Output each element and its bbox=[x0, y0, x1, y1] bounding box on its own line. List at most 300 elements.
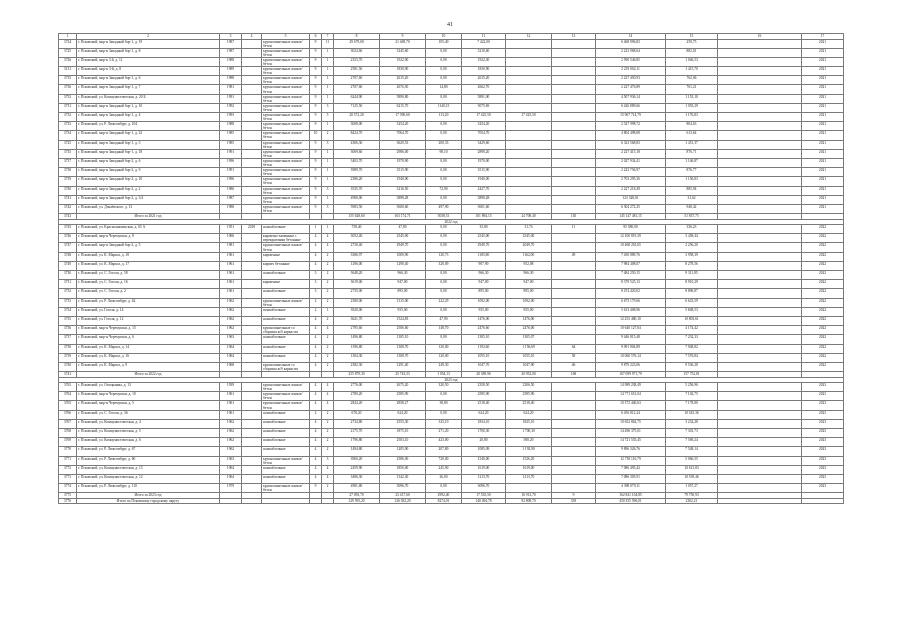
cell: 1 055,29 bbox=[666, 103, 718, 112]
cell: 92 808,70 bbox=[506, 498, 552, 504]
cell: шлакоблочные bbox=[262, 465, 310, 474]
cell: 2858,27 bbox=[380, 401, 426, 410]
cell: 2 327 998,72 bbox=[596, 122, 666, 131]
cell bbox=[506, 39, 552, 48]
cell: 1 bbox=[322, 122, 334, 131]
cell bbox=[242, 456, 262, 465]
cell bbox=[718, 39, 802, 48]
cell bbox=[242, 85, 262, 94]
cell bbox=[552, 307, 596, 316]
cell: 3738 bbox=[59, 168, 77, 177]
cell: 6 bbox=[310, 34, 322, 40]
cell: 2021 bbox=[802, 76, 844, 85]
table-row bbox=[59, 177, 844, 186]
cell: 1213,70 bbox=[506, 474, 552, 483]
cell: 3737 bbox=[59, 335, 77, 344]
cell bbox=[552, 271, 596, 280]
cell: 3 bbox=[310, 271, 322, 280]
cell: 1619,00 bbox=[462, 465, 506, 474]
cell: 4 bbox=[322, 326, 334, 335]
cell: 4 174,42 bbox=[666, 326, 718, 335]
cell: 720,00 bbox=[426, 456, 462, 465]
cell: 0,00 bbox=[426, 168, 462, 177]
cell: 2992,40 bbox=[426, 493, 462, 499]
cell: 2021 bbox=[802, 158, 844, 167]
cell: 10 468 201,65 bbox=[596, 243, 666, 252]
cell: 2023 bbox=[802, 465, 844, 474]
cell: 2734,80 bbox=[334, 419, 380, 428]
cell: шлакоблочные bbox=[262, 344, 310, 353]
cell: 2 bbox=[322, 438, 334, 447]
table-row bbox=[59, 243, 844, 252]
cell: 58 bbox=[552, 353, 596, 362]
cell: 15 bbox=[666, 34, 718, 40]
cell: 12 100 819,39 bbox=[596, 234, 666, 243]
cell: 24 708,40 bbox=[506, 214, 552, 220]
cell: г. Псковский, мкр-н Западный бор-2, д. 5 bbox=[77, 243, 220, 252]
cell: 3748 bbox=[59, 252, 77, 261]
cell: 1988 bbox=[220, 57, 242, 66]
cell: 0,00 bbox=[426, 67, 462, 76]
cell: 3746 bbox=[59, 234, 77, 243]
cell: 3386,97 bbox=[334, 252, 380, 261]
cell: 4 bbox=[322, 474, 334, 483]
cell: крупнопанельные жилые/бетон bbox=[262, 122, 310, 131]
cell: г. Псковский, ул. Дзнаёвского, д. 13 bbox=[77, 204, 220, 213]
cell: 2021 bbox=[802, 94, 844, 103]
cell: 120,00 bbox=[426, 353, 462, 362]
cell: 162 841 104,85 bbox=[596, 493, 666, 499]
cell: 2 bbox=[322, 484, 334, 493]
cell: 123 328,01 bbox=[596, 195, 666, 204]
cell bbox=[506, 57, 552, 66]
cell: шлакоблочные bbox=[262, 419, 310, 428]
cell: 3739 bbox=[59, 353, 77, 362]
cell: 955,00 bbox=[380, 307, 426, 316]
cell bbox=[718, 76, 802, 85]
cell bbox=[718, 186, 802, 195]
cell: крупнопанельные жилые/бетон bbox=[262, 48, 310, 57]
cell: 947,00 bbox=[380, 280, 426, 289]
cell: 105,40 bbox=[426, 39, 462, 48]
cell bbox=[552, 177, 596, 186]
cell: 1 bbox=[322, 149, 334, 158]
cell: 3736 bbox=[59, 85, 77, 94]
cell: 1494,80 bbox=[334, 447, 380, 456]
cell: 4 bbox=[322, 243, 334, 252]
cell bbox=[718, 362, 802, 371]
cell: 1290,40 bbox=[380, 261, 426, 270]
cell: 624,20 bbox=[462, 410, 506, 419]
cell: г. Псковский, ул. Краснознаменская, д. 65 А bbox=[77, 225, 220, 234]
cell: 1 700,30 bbox=[506, 429, 552, 438]
cell: 0,00 bbox=[426, 131, 462, 140]
cell: г. Псковский, мкр-н Черемушки, д. 8 bbox=[77, 234, 220, 243]
cell: г. Псковский, мкр-н Западный бор-2, д. 2 bbox=[77, 186, 220, 195]
cell: 2776,00 bbox=[334, 383, 380, 392]
cell: 613,64 bbox=[666, 131, 718, 140]
cell: 2707,60 bbox=[334, 76, 380, 85]
cell: 3752 bbox=[59, 94, 77, 103]
cell: 2 223 068,64 bbox=[596, 48, 666, 57]
table-row bbox=[59, 131, 844, 140]
cell: 1 176,83 bbox=[666, 113, 718, 122]
cell: 27 093,70 bbox=[334, 493, 380, 499]
cell bbox=[552, 158, 596, 167]
table-row bbox=[59, 186, 844, 195]
cell: 1304,30 bbox=[334, 353, 380, 362]
cell: 1047,90 bbox=[506, 362, 552, 371]
cell: 10 060 576,14 bbox=[596, 353, 666, 362]
cell: 1962 bbox=[220, 316, 242, 325]
cell: 3 458,44 bbox=[666, 234, 718, 243]
cell: 14,80 bbox=[426, 85, 462, 94]
cell: 1 bbox=[310, 225, 322, 234]
cell: 4981,80 bbox=[334, 484, 380, 493]
cell: 1962 bbox=[220, 438, 242, 447]
cell: 1961 bbox=[220, 271, 242, 280]
cell: 1962 bbox=[220, 298, 242, 307]
cell: 1830,90 bbox=[380, 67, 426, 76]
table-body bbox=[59, 34, 844, 504]
cell: 3735 bbox=[59, 149, 77, 158]
cell: 3725 bbox=[59, 48, 77, 57]
cell bbox=[552, 383, 596, 392]
cell: 9 bbox=[310, 195, 322, 204]
cell: 16 bbox=[718, 34, 802, 40]
cell: 1524,83 bbox=[380, 316, 426, 325]
cell: 2018 bbox=[242, 225, 262, 234]
cell bbox=[552, 204, 596, 213]
cell: 947,00 bbox=[462, 280, 506, 289]
cell bbox=[506, 85, 552, 94]
cell: 2 bbox=[322, 419, 334, 428]
cell: 9 bbox=[310, 85, 322, 94]
cell bbox=[552, 335, 596, 344]
cell: 6244,90 bbox=[334, 94, 380, 103]
cell: 1619,00 bbox=[506, 465, 552, 474]
cell: 804,63 bbox=[666, 122, 718, 131]
cell: 2545,00 bbox=[506, 234, 552, 243]
cell: 20 572,20 bbox=[334, 113, 380, 122]
cell: 9 bbox=[310, 94, 322, 103]
cell: 2021 bbox=[802, 48, 844, 57]
table-row bbox=[59, 261, 844, 270]
cell bbox=[552, 186, 596, 195]
cell bbox=[322, 498, 334, 504]
cell bbox=[242, 392, 262, 401]
cell: 1989 bbox=[220, 67, 242, 76]
cell: 9 bbox=[310, 113, 322, 122]
cell: 1 bbox=[322, 195, 334, 204]
cell: 4 bbox=[322, 234, 334, 243]
cell: 3774 bbox=[59, 484, 77, 493]
cell: 1987 bbox=[220, 39, 242, 48]
cell: крупнопанельные жилые/бетон bbox=[262, 392, 310, 401]
cell: 2021 bbox=[802, 195, 844, 204]
cell: 882,01 bbox=[666, 48, 718, 57]
cell: крупнопанельные жилые/бетон bbox=[262, 67, 310, 76]
cell: 2023 bbox=[802, 429, 844, 438]
cell: 2022 bbox=[802, 234, 844, 243]
cell: 1922,90 bbox=[380, 57, 426, 66]
cell bbox=[242, 484, 262, 493]
cell bbox=[242, 234, 262, 243]
cell: 15 967 714,79 bbox=[596, 113, 666, 122]
cell: 129 595,20 bbox=[334, 498, 380, 504]
cell bbox=[718, 335, 802, 344]
cell: 2545,00 bbox=[462, 234, 506, 243]
cell: 120,73 bbox=[426, 252, 462, 261]
cell: 11 bbox=[322, 39, 334, 48]
cell: 163 174,71 bbox=[380, 214, 426, 220]
cell: крупнопанельные жилые/бетон bbox=[262, 131, 310, 140]
cell: 4 bbox=[322, 392, 334, 401]
cell: 3738 bbox=[59, 344, 77, 353]
cell bbox=[242, 149, 262, 158]
cell: 2022 bbox=[802, 280, 844, 289]
cell: 9 bbox=[310, 177, 322, 186]
cell bbox=[242, 94, 262, 103]
cell: 2 bbox=[322, 335, 334, 344]
cell bbox=[552, 39, 596, 48]
cell: 320,50 bbox=[426, 383, 462, 392]
cell: 1496,80 bbox=[334, 335, 380, 344]
cell: 1055,10 bbox=[506, 353, 552, 362]
cell: 1970,90 bbox=[380, 158, 426, 167]
cell: 1962 bbox=[220, 447, 242, 456]
cell: 2545,00 bbox=[380, 234, 426, 243]
cell: 2021 bbox=[802, 168, 844, 177]
cell: 948,42 bbox=[666, 204, 718, 213]
cell: 1 057,27 bbox=[666, 484, 718, 493]
cell: 1951 bbox=[220, 225, 242, 234]
cell: 8 278,56 bbox=[666, 261, 718, 270]
cell: 955,00 bbox=[506, 307, 552, 316]
cell: 2021 bbox=[802, 39, 844, 48]
cell: 3535,70 bbox=[334, 186, 380, 195]
cell: 1047,70 bbox=[462, 362, 506, 371]
cell: 2 219 002,11 bbox=[596, 67, 666, 76]
cell: 7 178,80 bbox=[666, 401, 718, 410]
table-row bbox=[59, 67, 844, 76]
cell: г. Псковский, ул. Р. Люксембург, д. 110 bbox=[77, 484, 220, 493]
cell: 3732 bbox=[59, 113, 77, 122]
table-row bbox=[59, 316, 844, 325]
cell: 6215,70 bbox=[380, 103, 426, 112]
cell: 0,00 bbox=[426, 484, 462, 493]
cell bbox=[718, 447, 802, 456]
cell: 14 721 535,45 bbox=[596, 438, 666, 447]
cell: 0,00 bbox=[426, 280, 462, 289]
page-number: 41 bbox=[447, 22, 453, 28]
cell: г. Псковский, ул. Коммунистическая, д. 13 bbox=[77, 465, 220, 474]
cell: 2 bbox=[322, 252, 334, 261]
cell: 8 bbox=[334, 34, 380, 40]
cell: 2615,20 bbox=[380, 76, 426, 85]
cell: 1305,10 bbox=[462, 335, 506, 344]
cell bbox=[242, 465, 262, 474]
cell: крупнопанельные жилые/бетон bbox=[262, 204, 310, 213]
cell: 8 896,87 bbox=[666, 289, 718, 298]
cell: 47,90 bbox=[426, 316, 462, 325]
cell: г. Псковский, мкр-н Западный бор-1, д. 8 bbox=[77, 48, 220, 57]
cell: 1305,07 bbox=[506, 335, 552, 344]
cell: 3216,50 bbox=[380, 186, 426, 195]
cell: крупнопанельные жилые/бетон bbox=[262, 456, 310, 465]
table-row bbox=[59, 484, 844, 493]
cell: 0,00 bbox=[426, 177, 462, 186]
cell: 3765 bbox=[59, 401, 77, 410]
cell: г. Псковский, мкр-н Черемушки, д. 5 bbox=[77, 401, 220, 410]
cell: 2022 bbox=[802, 261, 844, 270]
cell: 5 bbox=[262, 34, 310, 40]
cell: 2585,90 bbox=[380, 392, 426, 401]
cell: 0,00 bbox=[426, 195, 462, 204]
cell: 200,33 bbox=[426, 140, 462, 149]
cell: 3210,60 bbox=[462, 48, 506, 57]
cell: 1996 bbox=[220, 177, 242, 186]
cell: 2358,50 bbox=[462, 383, 506, 392]
cell: 0,00 bbox=[426, 243, 462, 252]
cell: 3737 bbox=[59, 158, 77, 167]
cell: 895,00 bbox=[506, 289, 552, 298]
cell: 3254,20 bbox=[380, 122, 426, 131]
cell: 1966 bbox=[220, 234, 242, 243]
cell: 3024,60 bbox=[334, 48, 380, 57]
cell: 5 066,55 bbox=[666, 456, 718, 465]
cell: 2022 bbox=[802, 335, 844, 344]
cell: 3 bbox=[220, 34, 242, 40]
cell bbox=[552, 261, 596, 270]
cell: 1 054,13 bbox=[426, 372, 462, 378]
cell: 4 398 079,11 bbox=[596, 484, 666, 493]
cell: 4 bbox=[310, 456, 322, 465]
cell bbox=[242, 438, 262, 447]
cell: 2175,70 bbox=[334, 429, 380, 438]
cell: 0,00 bbox=[426, 122, 462, 131]
cell: 1988 bbox=[220, 122, 242, 131]
cell: 130 bbox=[552, 214, 596, 220]
cell: 9 bbox=[310, 484, 322, 493]
cell: 1 192,90 bbox=[506, 447, 552, 456]
cell: 1476,00 bbox=[506, 316, 552, 325]
cell: 6 675 179,66 bbox=[596, 298, 666, 307]
cell: 10 bbox=[310, 131, 322, 140]
cell bbox=[242, 186, 262, 195]
cell: 145 147 481,15 bbox=[596, 214, 666, 220]
table-row bbox=[59, 465, 844, 474]
cell: г. Псковский, ул. Гоголя, д. 14 bbox=[77, 307, 220, 316]
cell: 2 bbox=[322, 271, 334, 280]
cell: г. Псковский, мкр-н Западный бор-1, д. 18 bbox=[77, 149, 220, 158]
cell: крупнопанельные со сборным ж/б каркасом bbox=[262, 326, 310, 335]
cell: шлакоблочные bbox=[262, 335, 310, 344]
cell bbox=[552, 195, 596, 204]
cell bbox=[242, 401, 262, 410]
cell: 7 484 250,15 bbox=[596, 271, 666, 280]
cell: 4 507 936,14 bbox=[596, 94, 666, 103]
cell: 1961 bbox=[220, 410, 242, 419]
cell bbox=[718, 419, 802, 428]
cell: 1 bbox=[322, 67, 334, 76]
cell: крупнопанельные жилые/бетон bbox=[262, 243, 310, 252]
cell: 966,30 bbox=[462, 271, 506, 280]
cell bbox=[718, 261, 802, 270]
cell: 4 bbox=[310, 335, 322, 344]
cell: 2518,40 bbox=[506, 401, 552, 410]
cell: г. Псковский, мкр-н Черемушки, д. 6 bbox=[77, 335, 220, 344]
cell: 1991 bbox=[220, 168, 242, 177]
cell: крупнопанельные жилые/бетон bbox=[262, 149, 310, 158]
cell: 4306,30 bbox=[334, 140, 380, 149]
cell bbox=[242, 48, 262, 57]
cell bbox=[242, 103, 262, 112]
cell: 2022 bbox=[802, 362, 844, 371]
cell: 2023 bbox=[802, 401, 844, 410]
cell: г. Псковский, ул. Р. Люксембург, д. 60 bbox=[77, 456, 220, 465]
cell bbox=[242, 335, 262, 344]
cell: 4 bbox=[310, 261, 322, 270]
cell: 3619,00 bbox=[334, 280, 380, 289]
cell bbox=[718, 103, 802, 112]
cell: 12 253 480,10 bbox=[596, 316, 666, 325]
cell bbox=[242, 261, 262, 270]
cell: 10 613,83 bbox=[666, 465, 718, 474]
cell: 38,80 bbox=[426, 401, 462, 410]
cell: 3766 bbox=[59, 410, 77, 419]
cell: 4 bbox=[322, 401, 334, 410]
cell: 9 bbox=[310, 39, 322, 48]
cell: 7 232,33 bbox=[666, 335, 718, 344]
cell: 95 580,00 bbox=[596, 225, 666, 234]
cell bbox=[718, 344, 802, 353]
cell: 1 bbox=[59, 34, 77, 40]
cell: г. Псковский, ул. К. Маркса, д. 17 bbox=[77, 261, 220, 270]
cell: 207,80 bbox=[426, 447, 462, 456]
cell: кирпично-каменные с перекрытиями бетонные bbox=[262, 234, 310, 243]
cell: 155 628,60 bbox=[334, 214, 380, 220]
cell: 7 548,14 bbox=[666, 447, 718, 456]
cell: 3960,20 bbox=[334, 456, 380, 465]
cell bbox=[552, 57, 596, 66]
cell: 3775 bbox=[59, 493, 77, 499]
cell: 1996 bbox=[220, 158, 242, 167]
cell: 249,30 bbox=[426, 362, 462, 371]
cell bbox=[310, 498, 322, 504]
cell bbox=[718, 484, 802, 493]
cell: 2586,00 bbox=[380, 456, 426, 465]
cell bbox=[506, 48, 552, 57]
cell bbox=[718, 429, 802, 438]
cell: 3770 bbox=[59, 447, 77, 456]
cell: 10 bbox=[426, 34, 462, 40]
cell: 1991 bbox=[220, 149, 242, 158]
cell: 885,94 bbox=[666, 186, 718, 195]
cell bbox=[242, 298, 262, 307]
cell: 678,20 bbox=[334, 410, 380, 419]
cell bbox=[718, 326, 802, 335]
cell bbox=[506, 195, 552, 204]
cell: 1315,00 bbox=[380, 298, 426, 307]
cell: 1185,80 bbox=[462, 252, 506, 261]
cell bbox=[242, 158, 262, 167]
cell: 1396,80 bbox=[334, 344, 380, 353]
cell bbox=[552, 392, 596, 401]
table-row bbox=[59, 113, 844, 122]
cell: 9 311,85 bbox=[666, 271, 718, 280]
cell: 5601,60 bbox=[462, 204, 506, 213]
